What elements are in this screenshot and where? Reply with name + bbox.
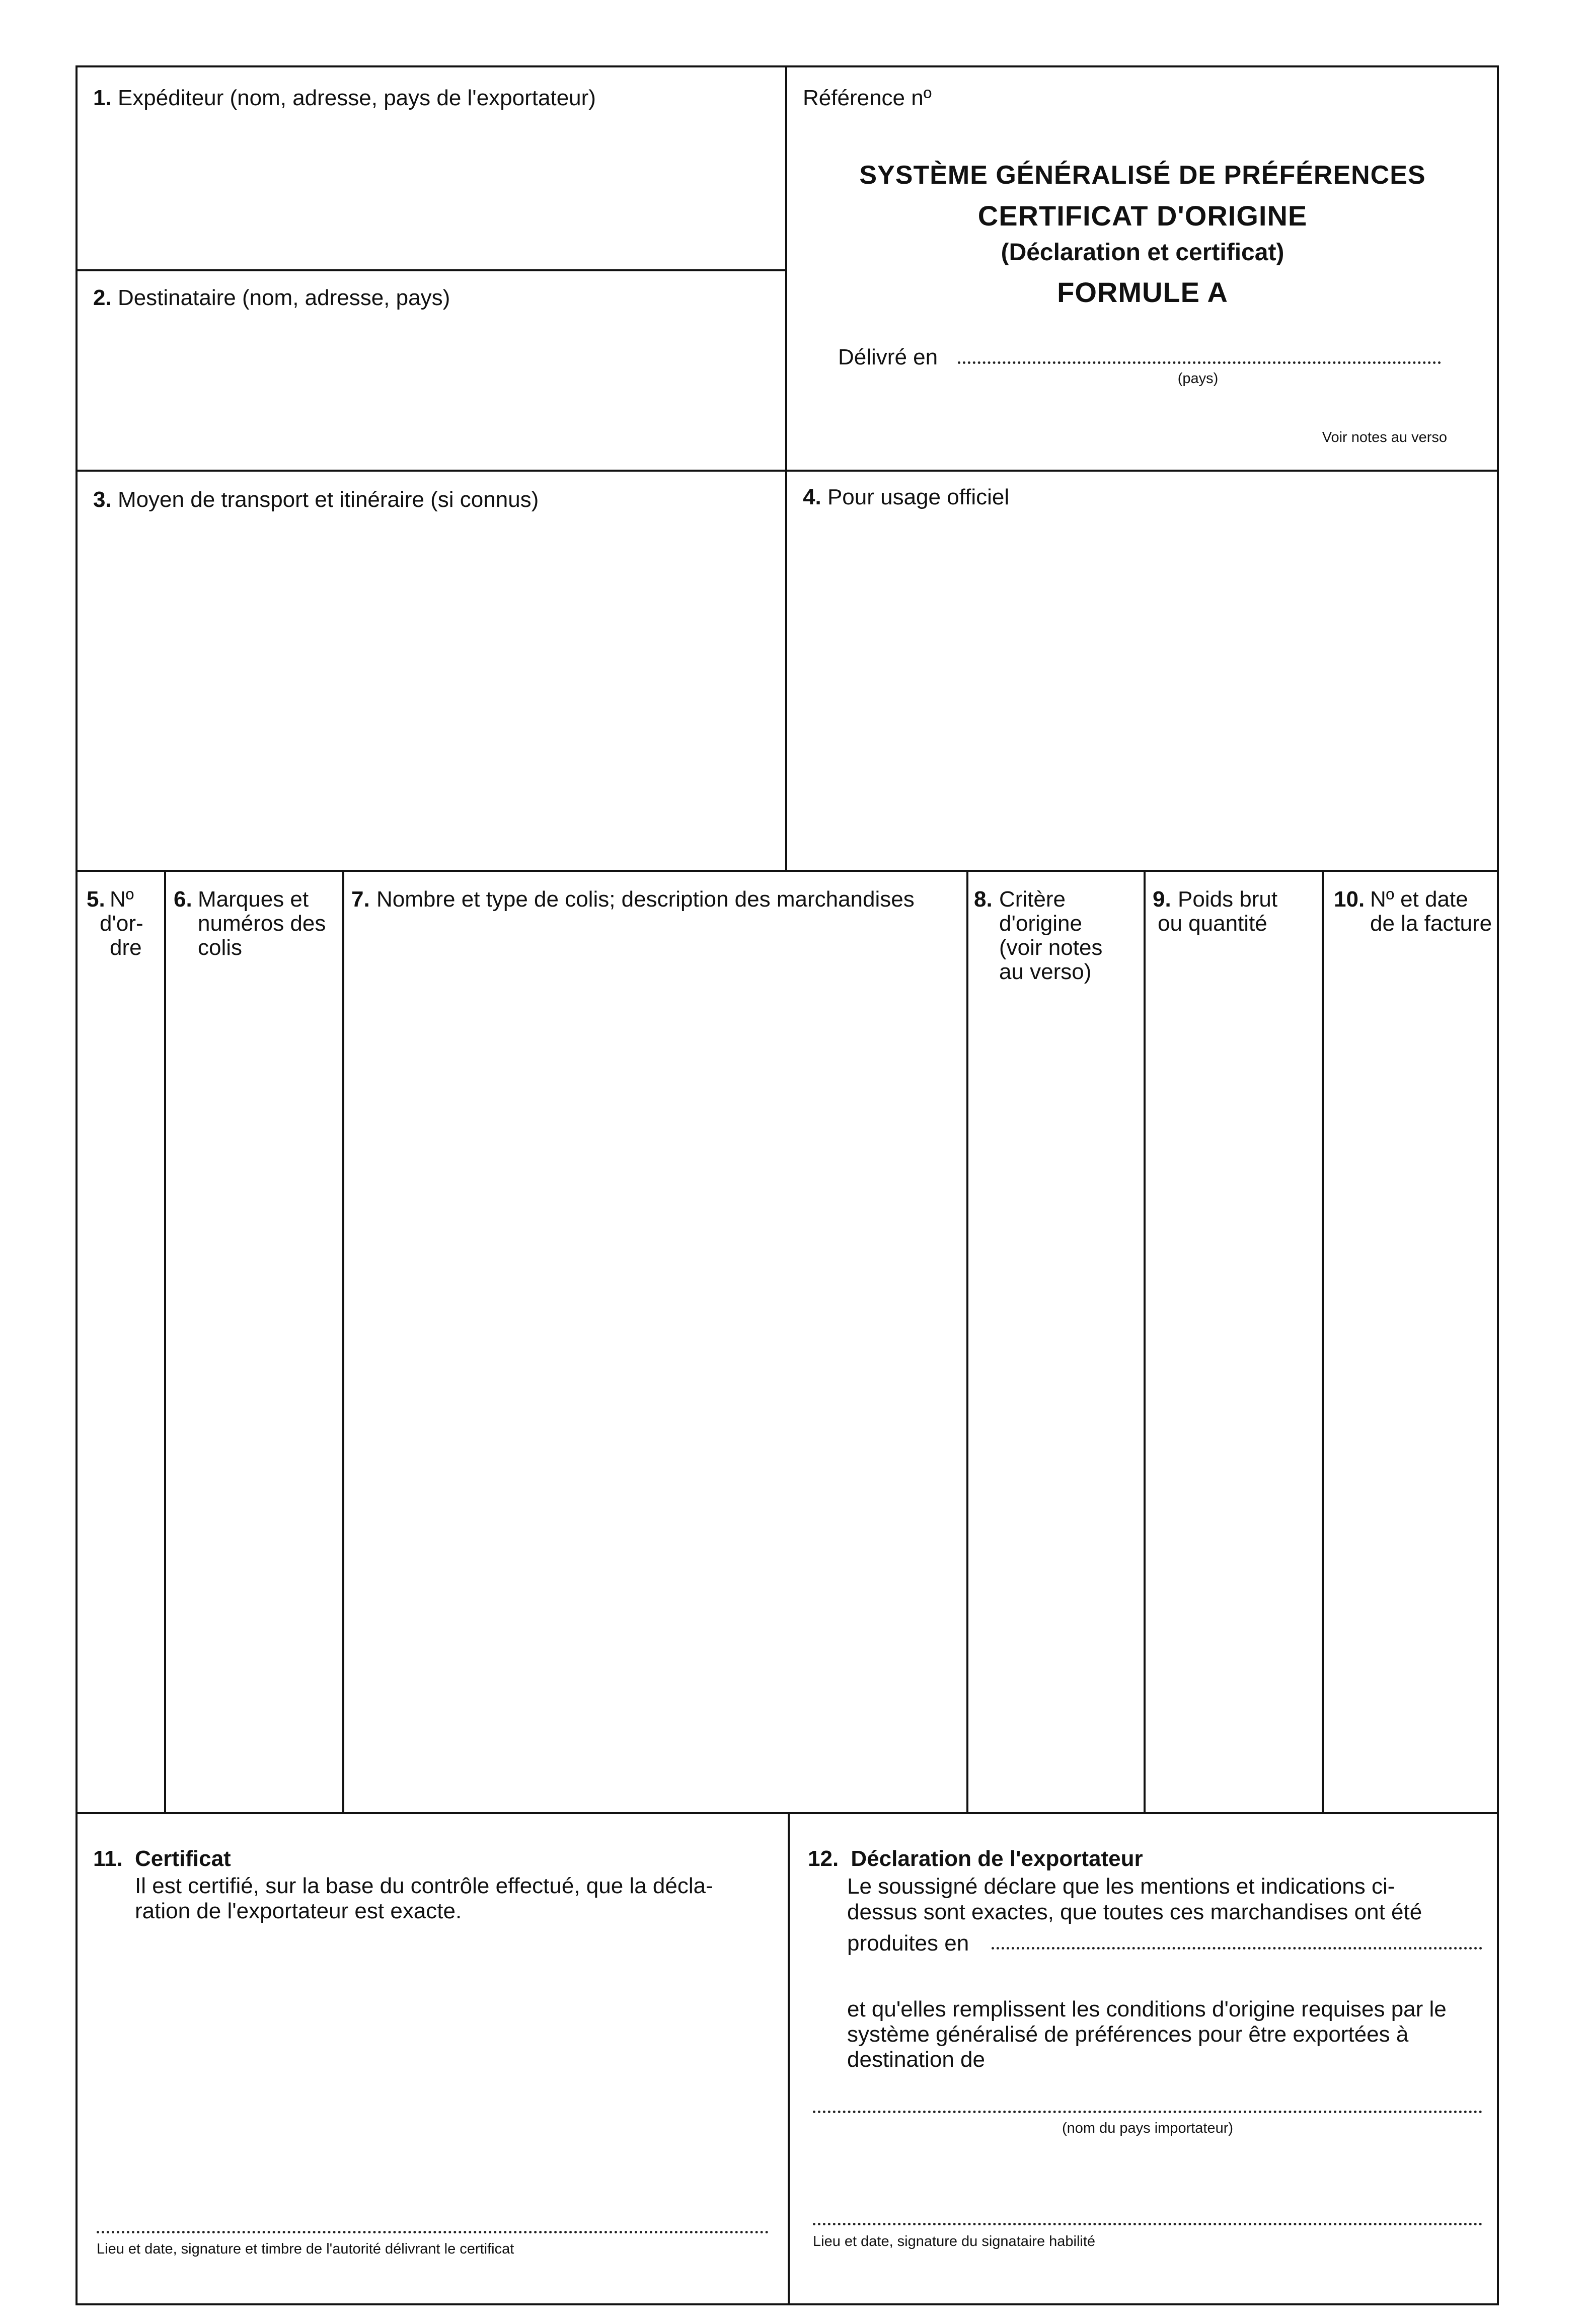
box11-text-line2: ration de l'exportateur est exacte. <box>135 1899 462 1923</box>
box12-text2-line3: destination de <box>847 2047 985 2072</box>
header-form-name: FORMULE A <box>1057 276 1228 308</box>
col10-line1: Nº et date <box>1370 887 1468 912</box>
box3-transport-field[interactable] <box>81 518 780 866</box>
reference-label: Référence nº <box>803 86 932 110</box>
notes-reference: Voir notes au verso <box>1322 429 1447 445</box>
column-divider-5 <box>1322 870 1324 1813</box>
box2-consignee-field[interactable] <box>81 317 780 466</box>
box2-label <box>93 285 450 311</box>
box1-number: 1. <box>93 86 112 110</box>
col8-line3: (voir notes <box>999 935 1103 960</box>
issued-in-caption: (pays) <box>1177 370 1219 387</box>
box12-text2-line1: et qu'elles remplissent les conditions d'origine requises par le <box>847 1997 1447 2021</box>
col6-line2: numéros des <box>198 911 326 936</box>
box2-text: Destinataire (nom, adresse, pays) <box>117 285 450 310</box>
box2-number: 2. <box>93 285 112 310</box>
col7-line1: Nombre et type de colis; description des marchandises <box>376 887 915 912</box>
col5-line2: d'or- <box>100 911 143 936</box>
box12-heading <box>808 1846 1143 1871</box>
divider-top-vertical <box>785 65 787 872</box>
col10-field[interactable] <box>1326 971 1494 1807</box>
col6-line1: Marques et <box>198 887 309 912</box>
divider-row4 <box>75 1812 1499 1814</box>
form-border-right <box>1497 65 1499 2305</box>
box3-text: Moyen de transport et itinéraire (si connus) <box>117 487 539 512</box>
box11-text-line1: Il est certifié, sur la base du contrôle effectué, que la décla- <box>135 1873 713 1898</box>
box12-produced-in-field[interactable] <box>992 1947 1482 1950</box>
issued-in-label: Délivré en <box>838 345 938 369</box>
box4-number: 4. <box>803 485 821 509</box>
issued-in-field[interactable] <box>958 361 1441 364</box>
column-divider-3 <box>966 870 968 1813</box>
box1-exporter-field[interactable] <box>81 121 780 264</box>
form-border-top <box>75 65 1499 67</box>
box12-signature-caption: Lieu et date, signature du signataire habilité <box>813 2233 1096 2250</box>
box3-label <box>93 487 539 512</box>
box4-label <box>803 485 1009 510</box>
box11-signature-field[interactable] <box>97 2231 769 2233</box>
col9-line2: ou quantité <box>1158 911 1267 936</box>
box12-text2-line2: système généralisé de préférences pour être exportées à <box>847 2022 1409 2047</box>
form-border-left <box>75 65 78 2305</box>
divider-box1-box2 <box>75 269 786 271</box>
col5-line1: Nº <box>110 887 134 912</box>
col7-field[interactable] <box>346 971 963 1807</box>
box12-signature-field[interactable] <box>813 2223 1482 2225</box>
box12-country-caption: (nom du pays importateur) <box>1062 2120 1234 2136</box>
column-divider-1 <box>164 870 166 1813</box>
col8-line4: au verso) <box>999 959 1092 984</box>
col6-number: 6. <box>174 887 192 912</box>
header-subtitle: (Déclaration et certificat) <box>1001 239 1284 266</box>
col8-line1: Critère <box>999 887 1066 912</box>
box11-heading <box>93 1846 231 1871</box>
box12-number: 12. <box>808 1846 839 1871</box>
col9-line1: Poids brut <box>1178 887 1278 912</box>
form-border-bottom <box>75 2303 1499 2305</box>
col6-field[interactable] <box>168 971 339 1807</box>
col6-line3: colis <box>198 935 243 960</box>
box4-official-field[interactable] <box>791 518 1493 866</box>
column-divider-4 <box>1144 870 1146 1813</box>
col9-field[interactable] <box>1148 971 1319 1807</box>
reference-field[interactable] <box>946 81 1490 111</box>
box3-number: 3. <box>93 487 112 512</box>
col10-line2: de la facture <box>1370 911 1492 936</box>
box1-label <box>93 86 596 111</box>
box12-importing-country-field[interactable] <box>813 2111 1482 2113</box>
header-title-certificate: CERTIFICAT D'ORIGINE <box>977 200 1308 232</box>
box12-text-line3: produites en <box>847 1931 969 1956</box>
box12-title: Déclaration de l'exportateur <box>851 1846 1143 1871</box>
column-divider-2 <box>342 870 344 1813</box>
box11-number: 11. <box>93 1846 123 1871</box>
col7-number: 7. <box>351 887 370 912</box>
divider-row2 <box>75 470 1499 472</box>
divider-row3 <box>75 870 1499 872</box>
col8-field[interactable] <box>970 997 1141 1807</box>
header-title-scheme: SYSTÈME GÉNÉRALISÉ DE PRÉFÉRENCES <box>859 161 1426 190</box>
box11-caption: Lieu et date, signature et timbre de l'autorité délivrant le certificat <box>97 2241 514 2257</box>
box11-title: Certificat <box>134 1846 231 1871</box>
col10-number: 10. <box>1334 887 1365 912</box>
col8-line2: d'origine <box>999 911 1082 936</box>
divider-bottom-vertical <box>788 1812 790 2305</box>
box12-text-line2: dessus sont exactes, que toutes ces marchandises ont été <box>847 1900 1422 1924</box>
box4-text: Pour usage officiel <box>827 485 1010 509</box>
col8-number: 8. <box>974 887 993 912</box>
col9-number: 9. <box>1153 887 1171 912</box>
box12-text-line1: Le soussigné déclare que les mentions et indications ci- <box>847 1874 1395 1899</box>
box1-text: Expéditeur (nom, adresse, pays de l'exportateur) <box>117 86 596 110</box>
col5-field[interactable] <box>81 971 161 1807</box>
col5-line3: dre <box>110 935 142 960</box>
col5-number: 5. <box>87 887 105 912</box>
